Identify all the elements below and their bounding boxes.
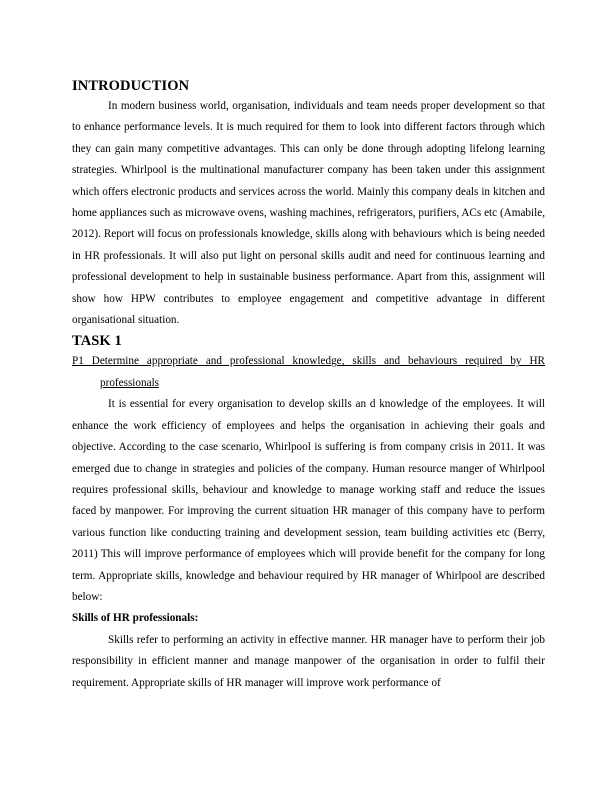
skills-paragraph: Skills refer to performing an activity in effective manner. HR manager have to perform their job responsibility in efficient manner and manage manpower of the organisation in order to fulfil their requirement. Appropriate skills of HR manager will improve work performance of: [72, 633, 545, 689]
task1-heading: TASK 1: [72, 333, 122, 350]
document-page: [72, 76, 545, 694]
introduction-paragraph: In modern business world, organisation, individuals and team needs proper development so that to enhance performance levels. It is much required for them to look into different factors through which they can gain many competitive advantages. This can only be done through adopting lifelong learning strategies. Whirlpool is the multinational manufacturer company has been taken under this assignment which offers electronic products and services across the world. Mainly this company deals in kitchen and home appliances such as microwave ovens, washing machines, refrigerators, purifiers, ACs etc (Amabile, 2012). Report will focus on professionals knowledge, skills along with behaviours which is being needed in HR professionals. It will also put light on personal skills audit and need for continuous learning and professional development to help in sustainable business performance. Apart from this, assignment will show how HPW contributes to employee engagement and competitive advantage in different organisational situation.: [72, 100, 545, 327]
task1-title: P1 Determine appropriate and professional knowledge, skills and behaviours required by HR professionals: [72, 355, 545, 389]
task1-paragraph: It is essential for every organisation to develop skills an d knowledge of the employees. It will enhance the work efficiency of employees and helps the organisation in achieving their goals and objective. According to the case scenario, Whirlpool is suffering is from company crisis in 2011. It was emerged due to change in strategies and policies of the company. Human resource manger of Whirlpool requires professional skills, behaviour and knowledge to manage working staff and reduce the issues faced by manpower. For improving the current situation HR manager of this company have to perform various function like conducting training and development session, team building activities etc (Berry, 2011) This will improve performance of employees which will provide benefit for the company for long term. Appropriate skills, knowledge and behaviour required by HR manager of Whirlpool are described below:: [72, 398, 545, 603]
introduction-heading: INTRODUCTION: [72, 78, 190, 94]
skills-subheading: Skills of HR professionals:: [72, 612, 199, 625]
